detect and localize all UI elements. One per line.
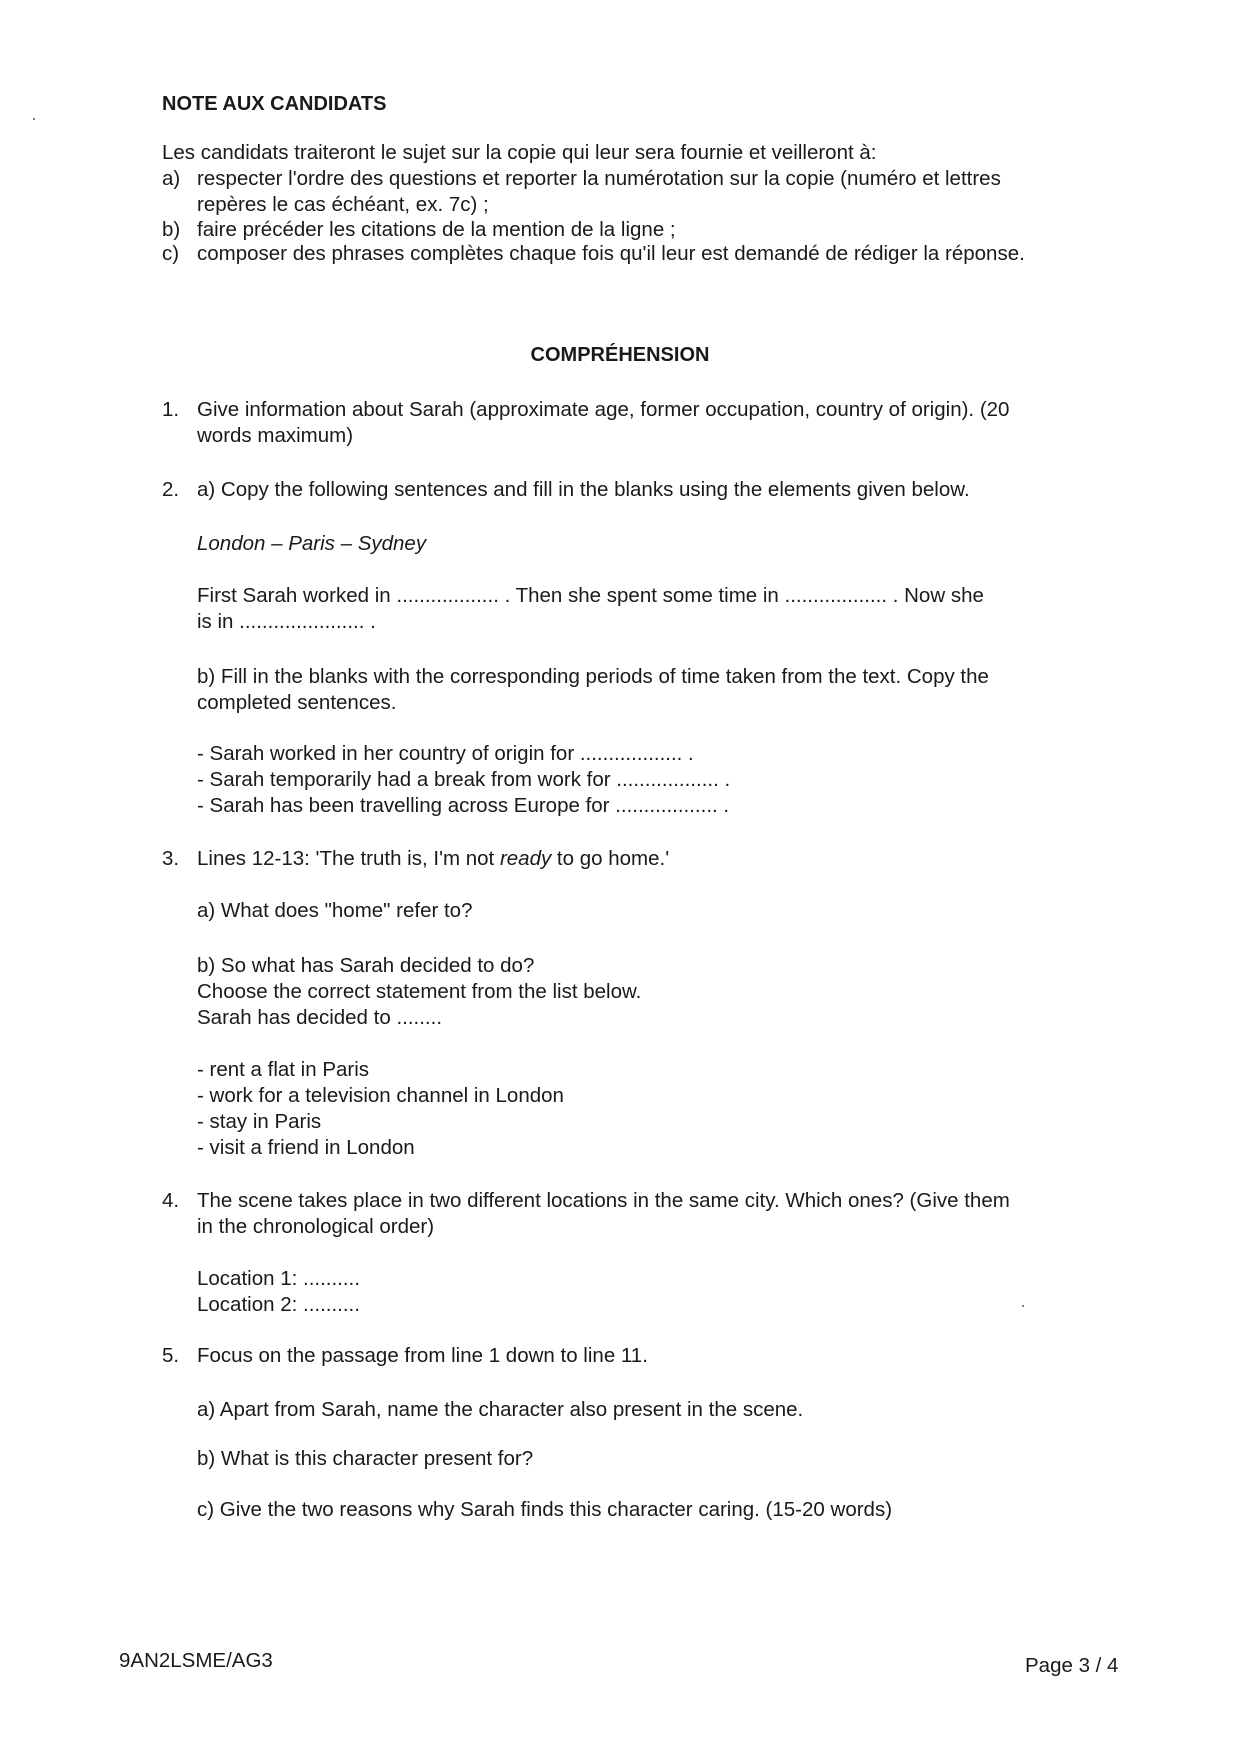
page-number: Page 3 / 4 [1025,1654,1119,1677]
q4-text [197,1188,1010,1240]
q4-locations [197,1266,360,1318]
q3-number: 3. [162,847,180,870]
q3b-prompt [197,953,641,1031]
note-item-a-line1: respecter l'ordre des questions et reporter la numérotation sur la copie (numéro et lettres [197,167,1001,190]
q2a-prompt: a) Copy the following sentences and fill in the blanks using the elements given below. [197,478,970,501]
q1-line2: words maximum) [197,424,354,447]
location-1: Location 1: .......... [197,1267,360,1290]
list-item: - rent a flat in Paris [197,1058,370,1081]
scan-speck [33,118,35,120]
q5-number: 5. [162,1344,180,1367]
location-2: Location 2: .......... [197,1293,360,1316]
q1-text [197,397,1009,449]
q3b-options [197,1057,564,1161]
note-item-c-marker: c) [162,242,180,265]
q2-elements: London – Paris – Sydney [197,532,427,555]
scan-speck [1022,1305,1024,1307]
list-item: - work for a television channel in London [197,1084,564,1107]
document-code: 9AN2LSME/AG3 [119,1649,273,1672]
q3-quote [197,846,669,872]
note-item-a [197,166,1001,218]
q2a-sentence [197,583,984,635]
q3a-text: a) What does "home" refer to? [197,899,473,922]
q2b-line1: b) Fill in the blanks with the corresponding periods of time taken from the text. Copy the [197,665,989,688]
note-title: NOTE AUX CANDIDATS [162,93,387,115]
note-item-b-marker: b) [162,218,181,241]
q3b-line3: Sarah has decided to ........ [197,1006,443,1029]
note-item-c: composer des phrases complètes chaque fois qu'il leur est demandé de rédiger la réponse. [197,242,1025,265]
q2a-line2: is in ...................... . [197,610,376,633]
q5-prompt: Focus on the passage from line 1 down to line 11. [197,1344,648,1367]
q2a-line1: First Sarah worked in .................. . Then she spent some time in .................. . Now she [197,584,984,607]
q2b-list [197,741,730,819]
note-item-a-line2: repères le cas échéant, ex. 7c) ; [197,193,489,216]
section-title: COMPRÉHENSION [530,344,710,366]
note-item-a-marker: a) [162,167,181,190]
list-item: - visit a friend in London [197,1136,415,1159]
q3-quote-start: Lines 12-13: 'The truth is, I'm not [197,847,500,870]
list-item: - Sarah has been travelling across Europe for .................. . [197,794,730,817]
q4-line1: The scene takes place in two different locations in the same city. Which ones? (Give them [197,1189,1010,1212]
q3-quote-end: to go home.' [551,847,670,870]
q1-number: 1. [162,398,180,421]
q4-line2: in the chronological order) [197,1215,435,1238]
q3-quote-emphasis: ready [499,847,552,870]
q5c-text: c) Give the two reasons why Sarah finds this character caring. (15-20 words) [197,1498,893,1521]
list-item: - Sarah worked in her country of origin for .................. . [197,742,694,765]
q5a-text: a) Apart from Sarah, name the character also present in the scene. [197,1398,804,1421]
q4-number: 4. [162,1189,180,1212]
q2-number: 2. [162,478,180,501]
q1-line1: Give information about Sarah (approximate age, former occupation, country of origin). (20 [197,398,1010,421]
note-intro: Les candidats traiteront le sujet sur la copie qui leur sera fournie et veilleront à: [162,141,877,164]
note-item-b: faire précéder les citations de la mention de la ligne ; [197,218,676,241]
q3b-line1: b) So what has Sarah decided to do? [197,954,535,977]
q2b-prompt [197,664,989,716]
q2b-line2: completed sentences. [197,691,397,714]
list-item: - stay in Paris [197,1110,322,1133]
q3b-line2: Choose the correct statement from the list below. [197,980,642,1003]
q5b-text: b) What is this character present for? [197,1447,534,1470]
list-item: - Sarah temporarily had a break from work for .................. . [197,768,731,791]
